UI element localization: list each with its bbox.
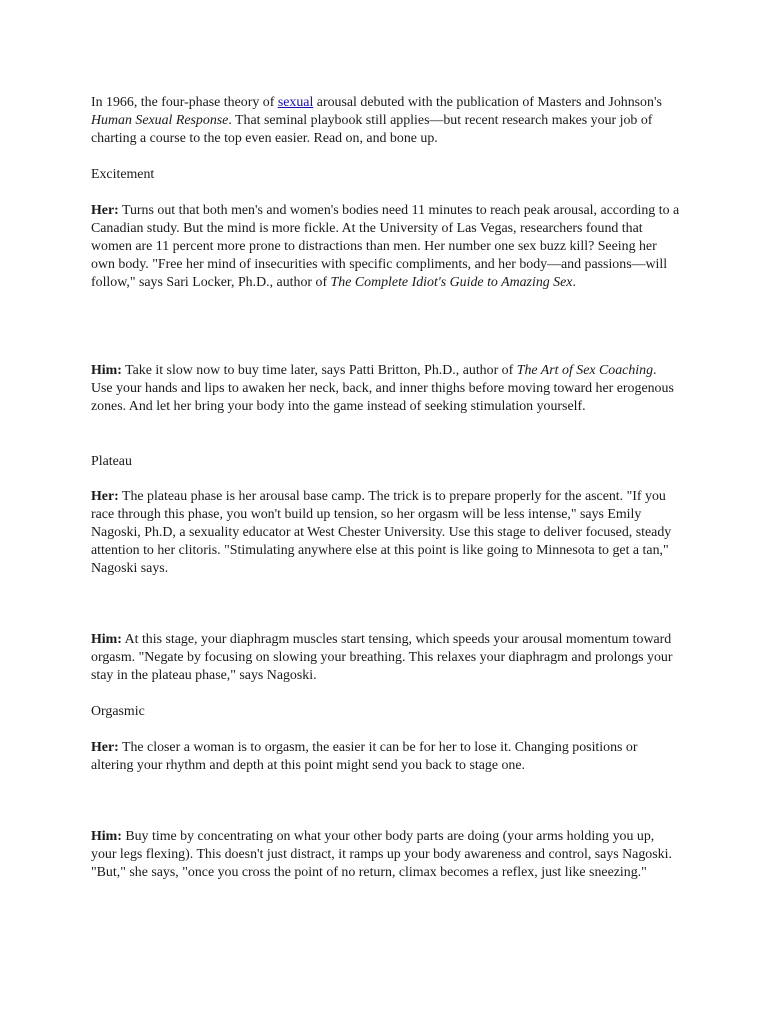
- paragraph-text: Turns out that both men's and women's bodies need 11 minutes to reach peak arousal, according to a Canadian study. But the mind is more fickle. At the University of Las Vegas, researchers found that women are 11 percent more prone to distractions than men. Her number one sex buzz kill? Seeing her own body. "Free her mind of insecurities with specific compliments, and her body—and passions—will follow," says Sari Locker, Ph.D., author of: [91, 203, 680, 290]
- paragraph-text: . Use your hands and lips to awaken her neck, back, and inner thighs before moving toward her erogenous zones. And let her bring your body into the game instead of seeking stimulation yourself.: [91, 363, 674, 414]
- sexual-link[interactable]: sexual: [277, 95, 314, 110]
- intro-paragraph: [91, 94, 681, 148]
- paragraph-text: At this stage, your diaphragm muscles start tensing, which speeds your arousal momentum toward orgasm. "Negate by focusing on slowing your breathing. This relaxes your diaphragm and prolongs your stay in the plateau phase," says Nagoski.: [91, 632, 673, 683]
- him-label: Him:: [91, 632, 122, 647]
- orgasmic-her-paragraph: [91, 739, 681, 775]
- section-heading-orgasmic: Orgasmic: [91, 704, 145, 719]
- paragraph-text: Buy time by concentrating on what your other body parts are doing (your arms holding you up, your legs flexing). This doesn't just distract, it ramps up your body awareness and control, says Nagoski. "But," she says, "once you cross the point of no return, climax becomes a reflex, just like sneezing.": [91, 829, 672, 880]
- plateau-him-paragraph: [91, 631, 681, 685]
- excitement-her-paragraph: [91, 202, 681, 292]
- plateau-her-paragraph: [91, 488, 681, 578]
- intro-text: In 1966, the four-phase theory of: [91, 95, 278, 110]
- paragraph-text: The plateau phase is her arousal base camp. The trick is to prepare properly for the ascent. "If you race through this phase, you won't build up tension, so her orgasm will be less intense," says Emily Nagoski, Ph.D, a sexuality educator at West Chester University. Use this stage to deliver focused, steady attention to her clitoris. "Stimulating anywhere else at this point is like going to Minnesota to get a tan," Nagoski says.: [91, 489, 672, 576]
- orgasmic-him-paragraph: [91, 828, 681, 882]
- her-label: Her:: [91, 203, 119, 218]
- paragraph-text: .: [572, 275, 576, 290]
- excitement-him-paragraph: [91, 362, 681, 416]
- section-heading-plateau: Plateau: [91, 454, 132, 469]
- intro-text: arousal debuted with the publication of Masters and Johnson's: [313, 95, 662, 110]
- book-title: The Art of Sex Coaching: [516, 363, 654, 378]
- paragraph-text: Take it slow now to buy time later, says Patti Britton, Ph.D., author of: [121, 363, 517, 378]
- her-label: Her:: [91, 740, 119, 755]
- book-title: The Complete Idiot's Guide to Amazing Sex: [330, 275, 573, 290]
- him-label: Him:: [91, 363, 122, 378]
- intro-text: . That seminal playbook still applies—but recent research makes your job of charting a course to the top even easier. Read on, and bone up.: [91, 113, 653, 146]
- paragraph-text: The closer a woman is to orgasm, the easier it can be for her to lose it. Changing positions or altering your rhythm and depth at this point might send you back to stage one.: [91, 740, 638, 773]
- her-label: Her:: [91, 489, 119, 504]
- him-label: Him:: [91, 829, 122, 844]
- section-heading-excitement: Excitement: [91, 167, 155, 182]
- book-title: Human Sexual Response: [91, 113, 229, 128]
